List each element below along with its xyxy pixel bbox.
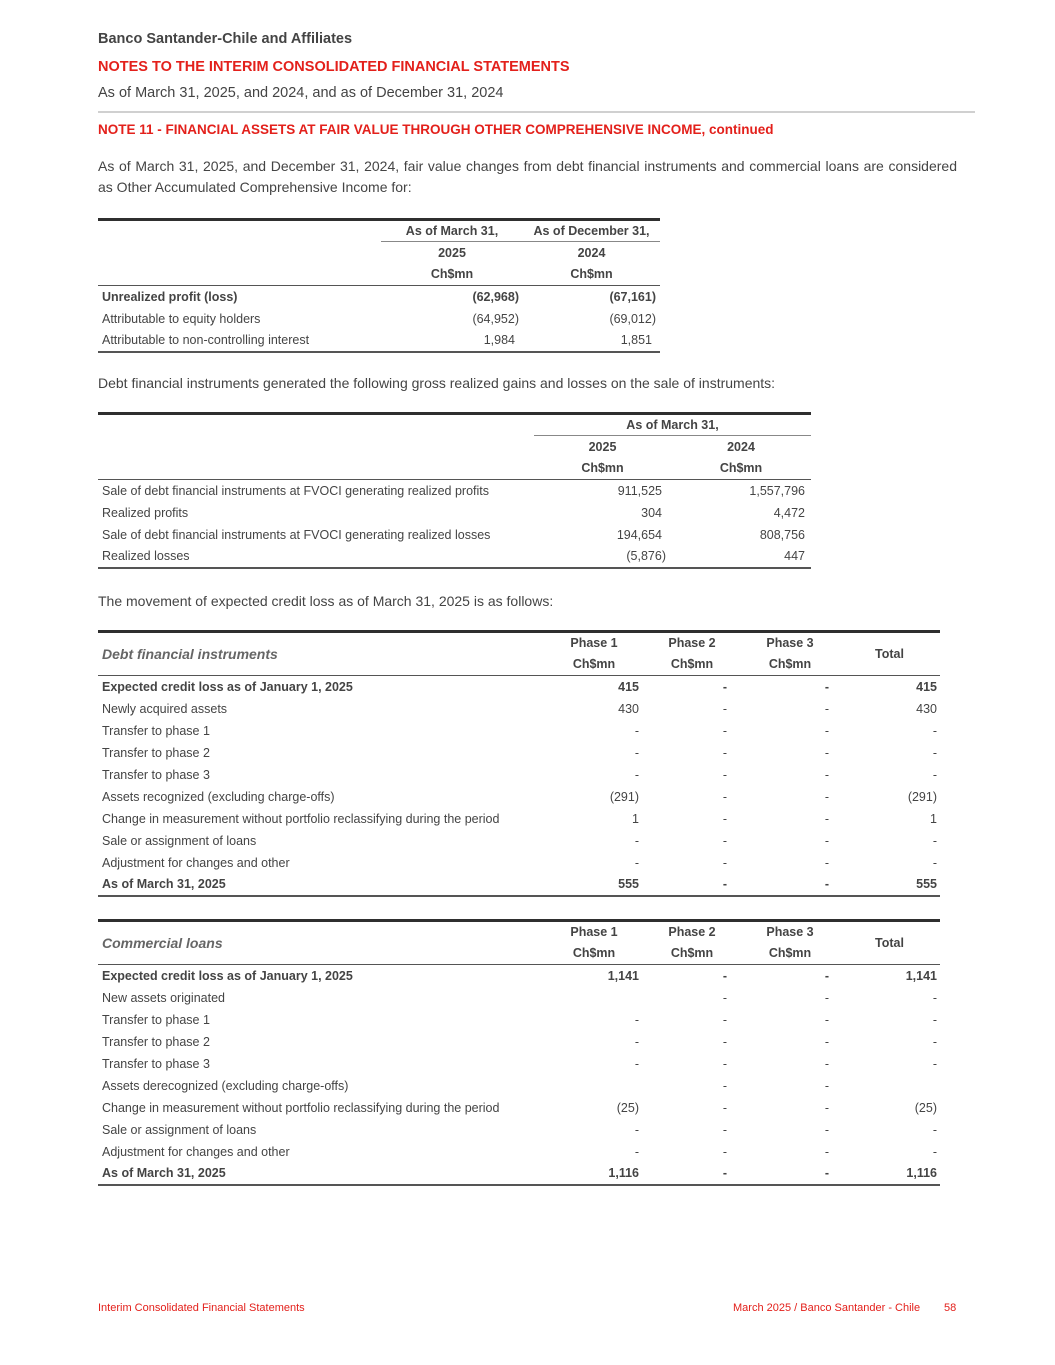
cell-value: -: [634, 1034, 639, 1049]
row-label: Assets recognized (excluding charge-offs): [102, 789, 335, 804]
cell-value: 1,141: [607, 968, 639, 983]
cell-value: -: [824, 723, 829, 738]
cell-value: -: [824, 1122, 829, 1137]
col-head-total: Total: [875, 936, 904, 950]
cell-value: -: [824, 789, 829, 804]
col-head-phase3: Phase 3: [766, 925, 814, 940]
cell-value: 1: [632, 811, 639, 826]
col-unit: Ch$mn: [768, 657, 812, 672]
cell-value: -: [722, 1056, 727, 1071]
cell-value: -: [722, 968, 727, 983]
cell-value: (67,161): [609, 289, 656, 304]
cell-value: -: [722, 789, 727, 804]
cell-value: 415: [916, 679, 937, 694]
row-label: Attributable to non-controlling interest: [102, 333, 310, 347]
cell-value: -: [634, 1012, 639, 1027]
cell-value: -: [932, 1012, 937, 1027]
cell-value: -: [634, 723, 639, 738]
col-unit: Ch$mn: [581, 461, 624, 476]
intro-paragraph: As of March 31, 2025, and December 31, 2024, fair value changes from debt financial instruments and commercial loans are considered as Other Accumulated Comprehensive Income for:: [98, 158, 957, 195]
row-label: As of March 31, 2025: [102, 1166, 226, 1180]
cell-value: 415: [618, 679, 639, 694]
table-row: [98, 852, 940, 874]
header-divider: [98, 111, 975, 113]
col-unit: Ch$mn: [430, 267, 474, 282]
cell-value: -: [722, 723, 727, 738]
table-row: [98, 330, 660, 352]
cell-value: -: [722, 1100, 727, 1115]
cell-value: -: [824, 767, 829, 782]
cell-value: -: [824, 745, 829, 760]
row-label: Expected credit loss as of January 1, 2025: [102, 679, 353, 694]
cell-value: 1,116: [906, 1166, 937, 1180]
cell-value: [545, 987, 643, 1009]
col-head-march: As of March 31,: [381, 220, 523, 242]
table-row: [98, 786, 940, 808]
cell-value: 1,984: [483, 333, 515, 347]
section-title: Commercial loans: [102, 935, 223, 951]
row-label: Transfer to phase 2: [102, 745, 210, 760]
col-year: 2025: [588, 439, 617, 454]
cell-value: 194,654: [616, 527, 662, 542]
row-label: Unrealized profit (loss): [102, 289, 238, 304]
cell-value: -: [824, 855, 829, 870]
row-label: Change in measurement without portfolio reclassifying during the period: [102, 1100, 500, 1115]
company-name: Banco Santander-Chile and Affiliates: [98, 31, 353, 47]
footer-source: March 2025 / Banco Santander - Chile: [733, 1302, 921, 1314]
cell-value: (25): [616, 1100, 639, 1115]
row-label: Assets derecognized (excluding charge-offs): [102, 1078, 349, 1093]
table-row: [98, 1119, 940, 1141]
cell-value: (291): [609, 789, 639, 804]
table-row: [98, 874, 940, 896]
row-label: Change in measurement without portfolio reclassifying during the period: [102, 811, 500, 826]
cell-value: -: [824, 877, 829, 891]
cell-value: -: [634, 833, 639, 848]
cell-value: -: [722, 833, 727, 848]
realized-gains-table: [98, 412, 811, 569]
cell-value: 1,116: [608, 1166, 639, 1180]
cell-value: -: [722, 745, 727, 760]
footer-title: Interim Consolidated Financial Statements: [98, 1302, 305, 1314]
cell-value: 1,851: [620, 333, 652, 347]
table-row: [98, 676, 940, 698]
cell-value: 1: [930, 811, 937, 826]
debt-ecl-table: [98, 630, 940, 897]
row-label: Transfer to phase 1: [102, 723, 210, 738]
commercial-ecl-table: [98, 919, 940, 1186]
col-unit: Ch$mn: [768, 946, 812, 961]
cell-value: -: [824, 1144, 829, 1159]
cell-value: -: [722, 679, 727, 694]
cell-value: -: [634, 1056, 639, 1071]
cell-value: -: [722, 1078, 727, 1093]
cell-value: (5,876): [626, 549, 666, 563]
cell-value: 304: [641, 505, 662, 520]
cell-value: -: [634, 767, 639, 782]
cell-value: -: [824, 1012, 829, 1027]
row-label: Sale of debt financial instruments at FVOCI generating realized profits: [102, 483, 490, 498]
cell-value: -: [932, 1034, 937, 1049]
table-row: [98, 1141, 940, 1163]
cell-value: -: [824, 1078, 829, 1093]
cell-value: -: [932, 833, 937, 848]
col-unit: Ch$mn: [719, 461, 763, 476]
table-row: [98, 502, 811, 524]
col-head-december: As of December 31,: [523, 220, 660, 242]
cell-value: -: [722, 1144, 727, 1159]
table-row: [98, 1097, 940, 1119]
cell-value: 1,557,796: [749, 483, 805, 498]
table-row: [98, 1031, 940, 1053]
row-label: Adjustment for changes and other: [102, 855, 290, 870]
table-row: [98, 698, 940, 720]
cell-value: 911,525: [617, 483, 662, 498]
table-row: [98, 546, 811, 568]
col-head-phase2: Phase 2: [668, 636, 716, 651]
cell-value: -: [824, 990, 829, 1005]
table-row: [98, 1075, 940, 1097]
row-label: Transfer to phase 3: [102, 767, 210, 782]
oci-table: [98, 218, 660, 353]
row-label: New assets originated: [102, 990, 225, 1005]
cell-value: 4,472: [773, 505, 805, 520]
group-head: As of March 31,: [534, 414, 811, 436]
cell-value: [839, 1075, 940, 1097]
cell-value: -: [824, 833, 829, 848]
cell-value: 555: [916, 877, 937, 891]
col-head-phase2: Phase 2: [668, 925, 716, 940]
date-line: As of March 31, 2025, and 2024, and as of December 31, 2024: [98, 85, 504, 101]
table-row: [98, 524, 811, 546]
col-unit: Ch$mn: [670, 946, 714, 961]
table-row: [98, 987, 940, 1009]
col-head-phase1: Phase 1: [570, 925, 618, 940]
cell-value: -: [932, 855, 937, 870]
cell-value: -: [722, 877, 727, 891]
cell-value: 447: [784, 549, 805, 563]
cell-value: -: [634, 1122, 639, 1137]
cell-value: -: [824, 968, 829, 983]
cell-value: 808,756: [759, 527, 805, 542]
row-label: Attributable to equity holders: [102, 311, 261, 326]
table-row: [98, 965, 940, 987]
table-row: [98, 1009, 940, 1031]
cell-value: -: [722, 1122, 727, 1137]
cell-value: -: [722, 811, 727, 826]
cell-value: -: [932, 1122, 937, 1137]
row-label: Realized losses: [102, 549, 190, 563]
cell-value: -: [722, 855, 727, 870]
movement-paragraph: The movement of expected credit loss as of March 31, 2025 is as follows:: [98, 593, 554, 609]
table-row: [98, 808, 940, 830]
cell-value: -: [634, 745, 639, 760]
table-row: [98, 308, 660, 330]
row-label: Transfer to phase 3: [102, 1056, 210, 1071]
cell-value: 1,141: [905, 968, 937, 983]
row-label: Sale or assignment of loans: [102, 1122, 257, 1137]
cell-value: -: [932, 1144, 937, 1159]
col-unit: Ch$mn: [572, 657, 616, 672]
cell-value: (25): [914, 1100, 937, 1115]
section-title: Debt financial instruments: [102, 646, 278, 662]
cell-value: -: [722, 767, 727, 782]
col-unit: Ch$mn: [570, 267, 613, 282]
row-label: Transfer to phase 1: [102, 1012, 210, 1027]
cell-value: -: [824, 1034, 829, 1049]
col-year: 2024: [727, 439, 755, 454]
cell-value: -: [824, 679, 829, 694]
col-year: 2024: [577, 245, 606, 260]
row-label: Sale of debt financial instruments at FVOCI generating realized losses: [102, 527, 491, 542]
cell-value: [545, 1075, 643, 1097]
cell-value: 430: [618, 701, 639, 716]
cell-value: (62,968): [472, 289, 519, 304]
row-label: Realized profits: [102, 505, 189, 520]
col-head-total: Total: [875, 647, 904, 661]
cell-value: -: [722, 1166, 727, 1180]
col-head-phase3: Phase 3: [766, 636, 814, 651]
col-year: 2025: [438, 245, 466, 260]
table-row: [98, 720, 940, 742]
cell-value: -: [634, 1144, 639, 1159]
notes-title: NOTES TO THE INTERIM CONSOLIDATED FINANCIAL STATEMENTS: [98, 59, 570, 75]
cell-value: -: [824, 701, 829, 716]
cell-value: -: [824, 1056, 829, 1071]
table-row: [98, 830, 940, 852]
cell-value: -: [634, 855, 639, 870]
row-label: Sale or assignment of loans: [102, 833, 257, 848]
cell-value: -: [722, 990, 727, 1005]
table-row: [98, 742, 940, 764]
table-row: [98, 764, 940, 786]
cell-value: -: [932, 990, 937, 1005]
col-head-phase1: Phase 1: [570, 636, 618, 651]
table-row: [98, 1163, 940, 1185]
table-row: [98, 286, 660, 308]
row-label: As of March 31, 2025: [102, 877, 226, 891]
cell-value: 555: [618, 877, 639, 891]
cell-value: (291): [907, 789, 937, 804]
cell-value: -: [932, 767, 937, 782]
row-label: Transfer to phase 2: [102, 1034, 210, 1049]
col-unit: Ch$mn: [572, 946, 616, 961]
col-unit: Ch$mn: [670, 657, 714, 672]
cell-value: (64,952): [472, 311, 519, 326]
cell-value: -: [932, 745, 937, 760]
cell-value: (69,012): [609, 311, 656, 326]
realized-paragraph: Debt financial instruments generated the following gross realized gains and losses on the sale of instruments:: [98, 375, 776, 391]
note-title: NOTE 11 - FINANCIAL ASSETS AT FAIR VALUE THROUGH OTHER COMPREHENSIVE INCOME, continued: [98, 122, 774, 137]
cell-value: -: [722, 1012, 727, 1027]
cell-value: -: [932, 1056, 937, 1071]
row-label: Adjustment for changes and other: [102, 1144, 290, 1159]
cell-value: 430: [916, 701, 937, 716]
row-label: Expected credit loss as of January 1, 2025: [102, 968, 353, 983]
table-row: [98, 1053, 940, 1075]
cell-value: -: [722, 701, 727, 716]
cell-value: -: [824, 1166, 829, 1180]
cell-value: -: [722, 1034, 727, 1049]
page-number: 58: [944, 1302, 957, 1314]
cell-value: -: [824, 1100, 829, 1115]
cell-value: -: [932, 723, 937, 738]
row-label: Newly acquired assets: [102, 701, 228, 716]
table-row: [98, 480, 811, 502]
cell-value: -: [824, 811, 829, 826]
